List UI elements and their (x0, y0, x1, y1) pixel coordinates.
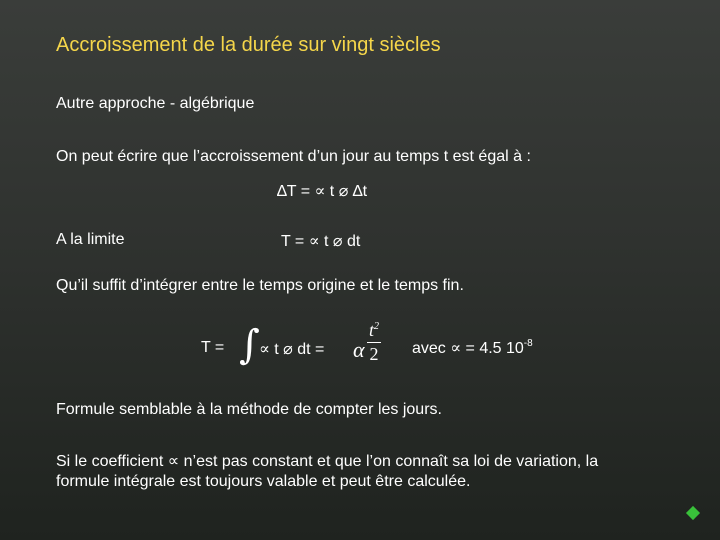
times-symbol: ⌀ (338, 181, 349, 200)
eq3-lhs: T = (201, 339, 225, 356)
eq2-rhs: dt (342, 233, 361, 250)
times-symbol: ⌀ (332, 231, 343, 250)
fraction-denominator: 2 (369, 344, 379, 364)
conclusion-line-2: formule intégrale est toujours valable et peut être calculée. (56, 473, 471, 490)
alpha-symbol: ∝ (308, 231, 320, 250)
times-symbol: ⌀ (283, 339, 293, 358)
integrate-text: Qu’il suffit d’intégrer entre le temps origine et le temps fin. (56, 277, 464, 294)
constant-prefix: avec (412, 340, 451, 357)
limit-label: A la limite (56, 231, 125, 248)
equation-integral (259, 339, 324, 359)
equation-delta (277, 181, 367, 201)
fraction-exponent: 2 (374, 321, 380, 332)
slide-title: Accroissement de la durée sur vingt siècles (56, 34, 441, 56)
eq1-t: t (325, 183, 339, 200)
constant-value: = 4.5 10 (461, 340, 524, 357)
fraction (367, 320, 381, 365)
equation-limit (281, 231, 360, 251)
fraction-numerator: $t^2$ (367, 320, 381, 343)
intro-text: On peut écrire que l’accroissement d’un jour au temps t est égal à : (56, 148, 531, 165)
eq1-lhs: ∆T = (277, 183, 315, 200)
constant-exponent: -8 (523, 338, 533, 349)
eq1-rhs: ∆t (348, 183, 368, 200)
subtitle: Autre approche - algébrique (56, 95, 255, 112)
alpha-constant (412, 338, 533, 358)
eq3-t: t (269, 341, 284, 358)
eq2-lhs: T = (281, 233, 309, 250)
diamond-icon[interactable] (686, 506, 700, 520)
conclusion-line-1: Si le coefficient ∝ n’est pas constant et que l’on connaît sa loi de variation, la (56, 453, 599, 470)
eq3-rhs: dt = (292, 341, 325, 358)
integral-icon: ∫ (239, 322, 260, 368)
fraction-alpha: α (353, 337, 365, 362)
alpha-symbol: ∝ (259, 339, 270, 358)
formula-note: Formule semblable à la méthode de compter les jours. (56, 401, 442, 418)
eq2-t: t (319, 233, 333, 250)
alpha-symbol: ∝ (314, 181, 326, 200)
alpha-symbol: ∝ (450, 338, 462, 357)
